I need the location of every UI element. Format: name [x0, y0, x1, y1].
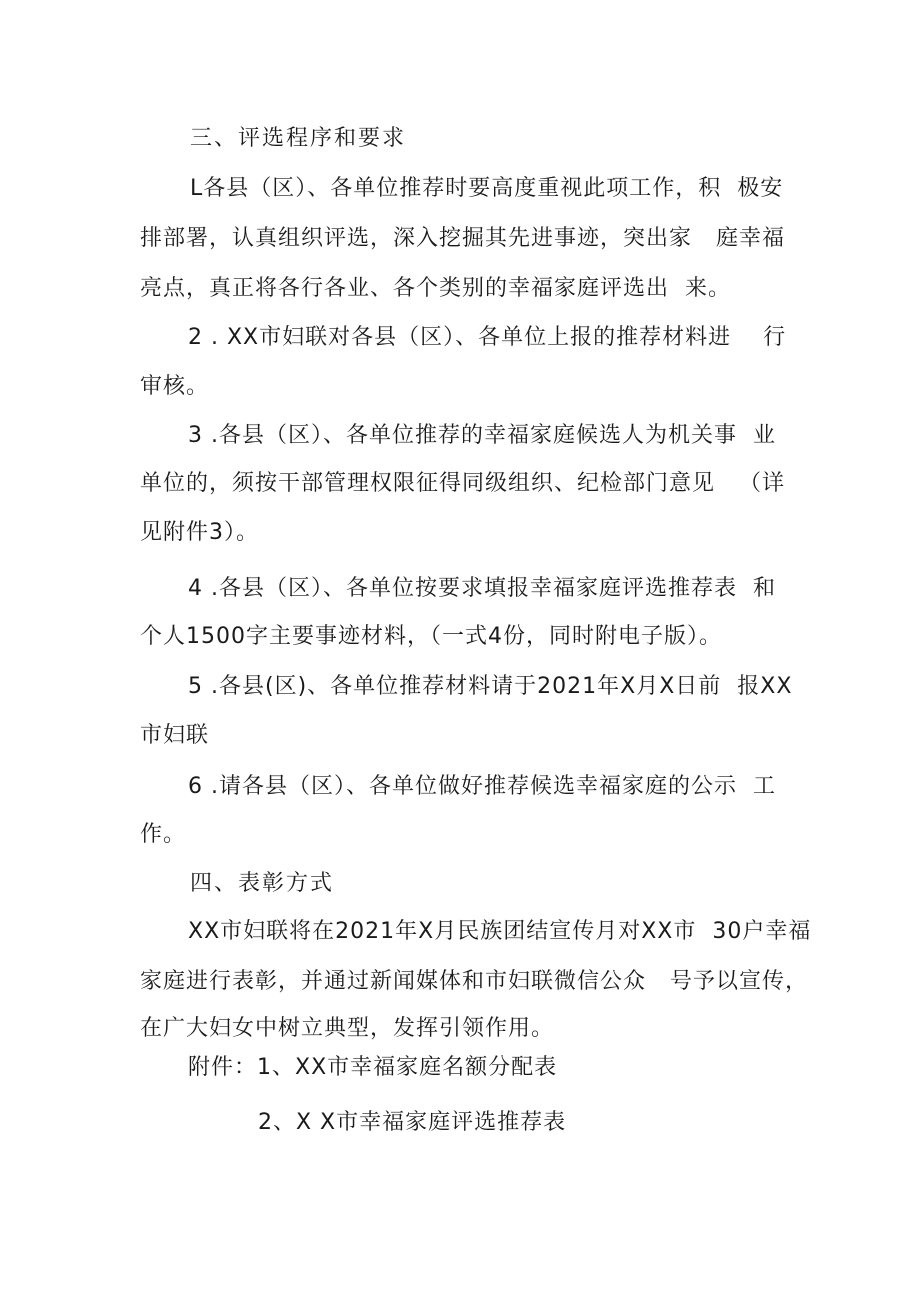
section-heading-commendation: 四、表彰方式: [190, 871, 335, 896]
item1-line1: L各县（区）、各单位推荐时要高度重视此项工作，积 极安: [190, 176, 784, 201]
item4-line1: 4 .各县（区）、各单位按要求填报幸福家庭评选推荐表 和: [188, 576, 776, 601]
item2-line2: 审核。: [140, 374, 210, 399]
item2-line1: 2 . XX市妇联对各县（区）、各单位上报的推荐材料进 行: [188, 325, 787, 350]
item4-line2: 个人1500字主要事迹材料，（一式4份，同时附电子版）。: [140, 624, 722, 649]
attachment-line1: 附件：1、XX市幸福家庭名额分配表: [188, 1055, 558, 1080]
attachment-line2: 2、X X市幸福家庭评选推荐表: [258, 1110, 567, 1135]
commendation-line1: XX市妇联将在2021年X月民族团结宣传月对XX市 30户幸福: [188, 919, 812, 944]
commendation-line3: 在广大妇女中树立典型，发挥引领作用。: [140, 1016, 555, 1041]
item1-line3: 亮点，真正将各行各业、各个类别的幸福家庭评选出 来。: [140, 276, 731, 301]
item3-line1: 3 .各县（区）、各单位推荐的幸福家庭候选人为机关事 业: [188, 423, 776, 448]
item1-line2: 排部署，认真组织评选，深入挖掘其先进事迹，突出家 庭幸福: [140, 226, 785, 251]
item5-line1: 5 .各县(区)、各单位推荐材料请于2021年X月X日前 报XX: [188, 674, 793, 699]
item3-line2: 单位的，须按干部管理权限征得同级组织、纪检部门意见 （详: [140, 471, 785, 496]
item6-line1: 6 .请各县（区）、各单位做好推荐候选幸福家庭的公示 工: [188, 774, 776, 799]
section-heading-evaluation-procedure: 三、评选程序和要求: [190, 126, 407, 151]
item5-line2: 市妇联: [140, 723, 210, 748]
item6-line2: 作。: [140, 822, 187, 847]
item3-line3: 见附件3）。: [140, 520, 259, 545]
commendation-line2: 家庭进行表彰，并通过新闻媒体和市妇联微信公众 号予以宣传，: [140, 969, 808, 994]
